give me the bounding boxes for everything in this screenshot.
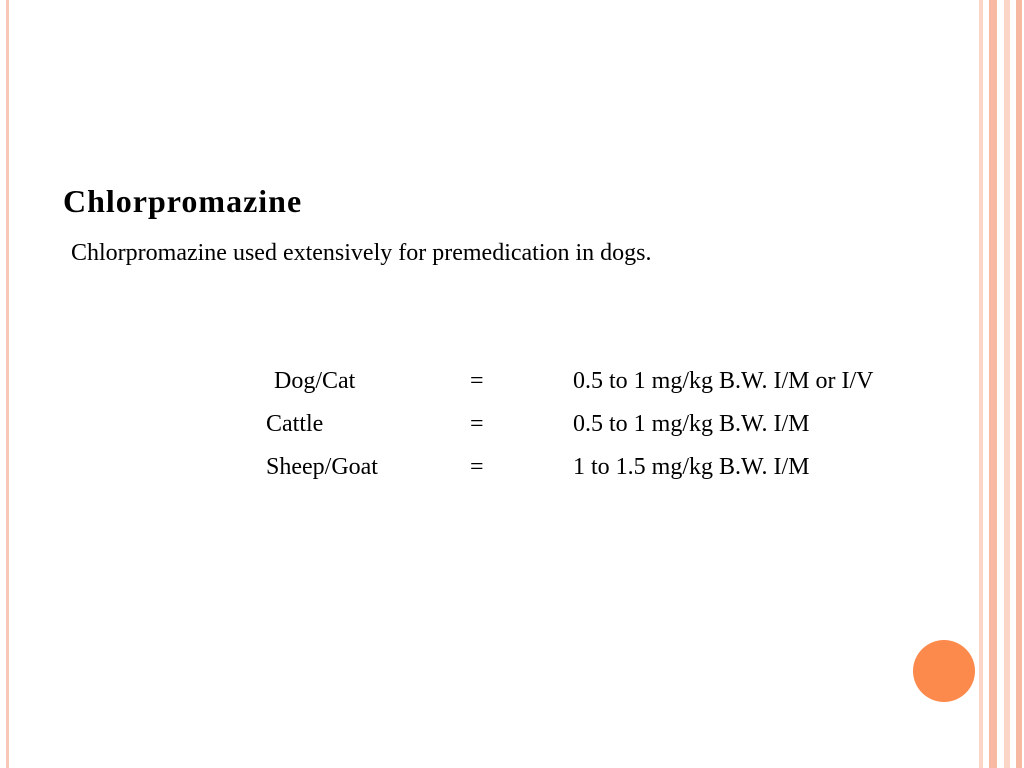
dosage-equals: = [470, 368, 484, 394]
dosage-value: 0.5 to 1 mg/kg B.W. I/M [573, 411, 810, 437]
right-stripe-decoration [1004, 0, 1010, 768]
dosage-row [0, 454, 979, 486]
dosage-value: 1 to 1.5 mg/kg B.W. I/M [573, 454, 810, 480]
right-stripe-decoration [979, 0, 983, 768]
dosage-species: Sheep/Goat [266, 454, 378, 480]
dosage-species: Cattle [266, 411, 324, 437]
dosage-row [0, 411, 979, 443]
right-stripe-decoration [989, 0, 997, 768]
dosage-row [0, 368, 979, 400]
orange-circle-decoration [913, 640, 975, 702]
dosage-value: 0.5 to 1 mg/kg B.W. I/M or I/V [573, 368, 874, 394]
dosage-equals: = [470, 454, 484, 480]
dosage-equals: = [470, 411, 484, 437]
slide-title: Chlorpromazine [63, 183, 303, 219]
slide-subtitle: Chlorpromazine used extensively for premedication in dogs. [71, 240, 652, 266]
dosage-species: Dog/Cat [274, 368, 356, 394]
right-stripe-decoration [1016, 0, 1022, 768]
